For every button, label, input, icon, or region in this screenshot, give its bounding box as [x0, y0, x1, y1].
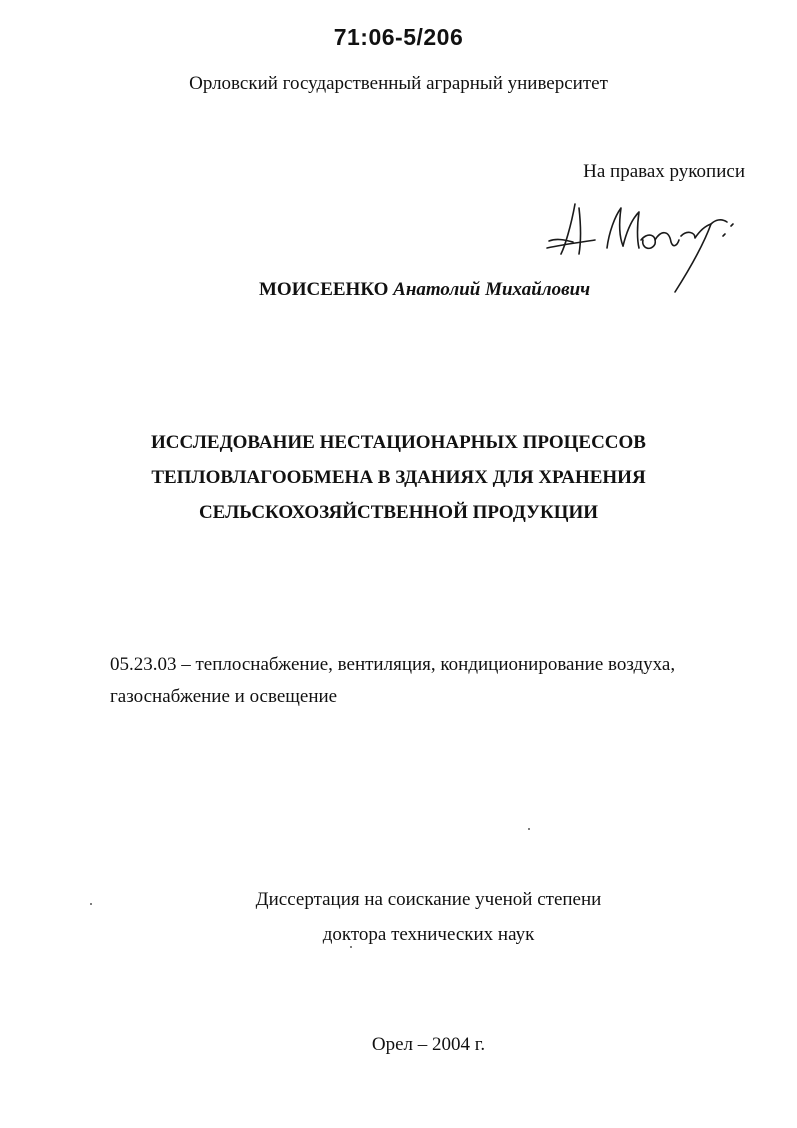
- specialty-line: 05.23.03 – теплоснабжение, вентиляция, кондиционирование воздуха,: [110, 654, 676, 675]
- author-surname: МОИСЕЕНКО: [259, 279, 389, 300]
- scan-speck: [528, 828, 530, 830]
- title-line: СЕЛЬСКОХОЗЯЙСТВЕННОЙ ПРОДУКЦИИ: [198, 502, 599, 523]
- title-line: ИССЛЕДОВАНИЕ НЕСТАЦИОНАРНЫХ ПРОЦЕССОВ: [151, 432, 646, 453]
- author-given-names: Анатолий Михайлович: [393, 279, 591, 300]
- place-and-year: Орел – 2004 г.: [371, 1034, 486, 1055]
- specialty-line: газоснабжение и освещение: [110, 686, 338, 707]
- author-name: [259, 279, 590, 301]
- degree-statement: [0, 882, 797, 952]
- scan-speck: [350, 946, 352, 948]
- institution-name: Орловский государственный аграрный университет: [189, 73, 608, 94]
- scan-speck: [90, 903, 92, 905]
- dissertation-title: [0, 425, 797, 530]
- title-line: ТЕПЛОВЛАГООБМЕНА В ЗДАНИЯХ ДЛЯ ХРАНЕНИЯ: [151, 467, 646, 488]
- catalog-number: 71:06-5/206: [333, 24, 464, 50]
- degree-line: Диссертация на соискание ученой степени: [255, 889, 602, 910]
- manuscript-note: На правах рукописи: [583, 161, 745, 182]
- degree-line: доктора технических наук: [322, 924, 535, 945]
- specialty-code: [110, 649, 675, 713]
